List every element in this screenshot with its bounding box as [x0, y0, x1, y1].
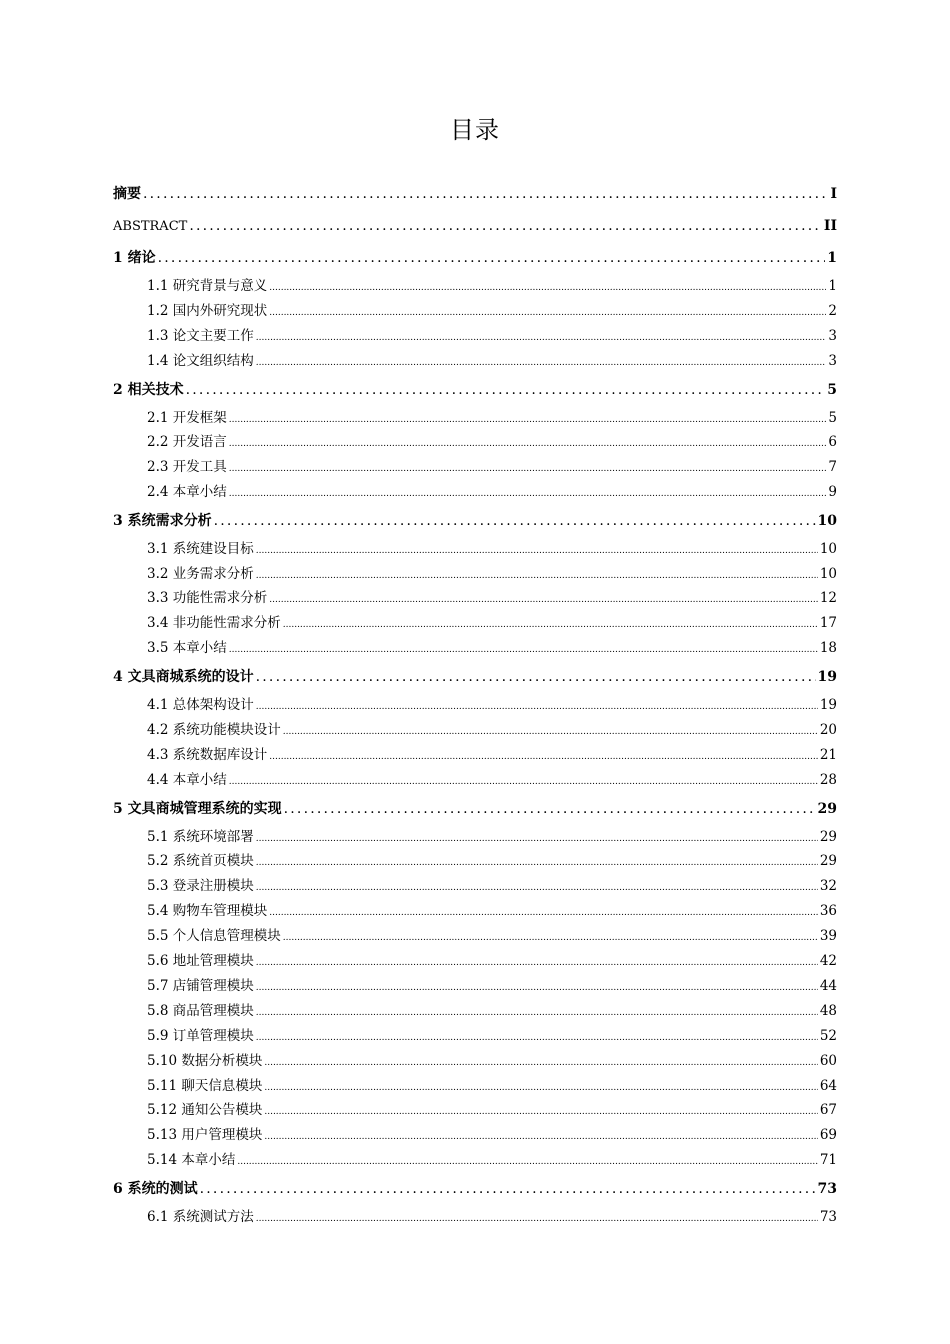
toc-entry-label: 5 文具商城管理系统的实现 — [113, 801, 282, 817]
toc-entry-page: 44 — [819, 978, 837, 994]
toc-entry-page: 10 — [817, 513, 837, 529]
toc-entry-page: 73 — [819, 1209, 837, 1225]
toc-entry-abstract-cn[interactable] — [113, 184, 837, 204]
toc-entry-page: 42 — [819, 953, 837, 969]
toc-entry-chapter-6[interactable] — [113, 1179, 837, 1199]
toc-entry-section-4-2[interactable] — [113, 720, 837, 742]
toc-entry-page: 12 — [819, 590, 837, 606]
toc-entry-label: 5.6 地址管理模块 — [147, 953, 254, 969]
toc-entry-label: 3.3 功能性需求分析 — [147, 590, 268, 606]
toc-leader-dots — [256, 541, 818, 561]
toc-leader-dots — [189, 216, 822, 236]
toc-entry-label: 1.4 论文组织结构 — [147, 353, 254, 369]
toc-leader-dots — [256, 829, 818, 849]
toc-entry-label: 5.11 聊天信息模块 — [147, 1078, 263, 1094]
toc-entry-page: 28 — [819, 772, 837, 788]
toc-entry-label: 5.4 购物车管理模块 — [147, 903, 268, 919]
toc-entry-section-5-3[interactable] — [113, 876, 837, 898]
toc-entry-page: 52 — [819, 1028, 837, 1044]
toc-entry-section-1-3[interactable] — [113, 326, 837, 348]
toc-entry-section-4-4[interactable] — [113, 770, 837, 792]
toc-leader-dots — [264, 1102, 817, 1122]
toc-entry-abstract-en[interactable] — [113, 216, 837, 237]
toc-entry-section-5-14[interactable] — [113, 1150, 837, 1172]
toc-entry-page: 6 — [828, 434, 837, 450]
toc-leader-dots — [214, 511, 816, 531]
toc-entry-label: 5.3 登录注册模块 — [147, 878, 254, 894]
toc-entry-page: 48 — [819, 1003, 837, 1019]
toc-entry-page: 29 — [817, 801, 837, 817]
toc-leader-dots — [269, 303, 826, 323]
toc-leader-dots — [200, 1179, 816, 1199]
toc-entry-page: 39 — [819, 928, 837, 944]
toc-leader-dots — [256, 1209, 818, 1229]
toc-entry-page: 36 — [819, 903, 837, 919]
toc-leader-dots — [269, 903, 818, 923]
toc-entry-label: 摘要 — [113, 186, 141, 202]
toc-entry-page: I — [830, 186, 837, 202]
toc-entry-section-5-5[interactable] — [113, 926, 837, 948]
toc-entry-page: 60 — [819, 1053, 837, 1069]
toc-entry-label: 4.3 系统数据库设计 — [147, 747, 268, 763]
toc-leader-dots — [283, 615, 818, 635]
toc-entry-section-5-4[interactable] — [113, 901, 837, 923]
toc-entry-page: 7 — [828, 459, 837, 475]
toc-entry-section-2-1[interactable] — [113, 408, 837, 430]
toc-entry-section-2-4[interactable] — [113, 482, 837, 504]
toc-entry-page: II — [823, 218, 837, 234]
toc-entry-page: 17 — [819, 615, 837, 631]
toc-leader-dots — [158, 248, 826, 268]
toc-entry-label: 5.12 通知公告模块 — [147, 1102, 263, 1118]
toc-leader-dots — [256, 697, 818, 717]
toc-leader-dots — [264, 1078, 817, 1098]
toc-leader-dots — [256, 1028, 818, 1048]
toc-leader-dots — [283, 928, 818, 948]
toc-entry-label: 2 相关技术 — [113, 382, 184, 398]
toc-entry-section-1-4[interactable] — [113, 351, 837, 373]
toc-entry-section-5-2[interactable] — [113, 851, 837, 873]
toc-entry-page: 10 — [819, 566, 837, 582]
toc-entry-page: 21 — [819, 747, 837, 763]
toc-leader-dots — [229, 772, 818, 792]
toc-entry-section-5-1[interactable] — [113, 827, 837, 849]
toc-entry-page: 9 — [828, 484, 837, 500]
toc-entry-label: ABSTRACT — [113, 219, 188, 234]
toc-entry-page: 29 — [819, 829, 837, 845]
toc-entry-label: 4.4 本章小结 — [147, 772, 227, 788]
toc-entry-section-4-1[interactable] — [113, 695, 837, 717]
toc-entry-label: 5.9 订单管理模块 — [147, 1028, 254, 1044]
toc-entry-section-1-2[interactable] — [113, 301, 837, 323]
toc-leader-dots — [256, 853, 818, 873]
toc-entry-label: 2.4 本章小结 — [147, 484, 227, 500]
toc-entry-label: 1 绪论 — [113, 250, 156, 266]
toc-leader-dots — [256, 566, 818, 586]
toc-leader-dots — [264, 1127, 817, 1147]
toc-leader-dots — [269, 590, 818, 610]
toc-leader-dots — [186, 380, 826, 400]
toc-leader-dots — [229, 410, 827, 430]
toc-entry-page: 29 — [819, 853, 837, 869]
toc-leader-dots — [229, 640, 818, 660]
toc-entry-chapter-3[interactable] — [113, 511, 837, 531]
toc-entry-section-5-10[interactable] — [113, 1051, 837, 1073]
toc-entry-label: 3 系统需求分析 — [113, 513, 212, 529]
toc-leader-dots — [264, 1053, 817, 1073]
toc-leader-dots — [256, 953, 818, 973]
toc-entry-section-2-2[interactable] — [113, 432, 837, 454]
toc-entry-page: 3 — [828, 328, 837, 344]
toc-leader-dots — [237, 1152, 817, 1172]
toc-entry-section-2-3[interactable] — [113, 457, 837, 479]
toc-entry-page: 19 — [817, 669, 837, 685]
toc-entry-page: 73 — [817, 1181, 837, 1197]
toc-entry-page: 10 — [819, 541, 837, 557]
toc-leader-dots — [256, 978, 818, 998]
toc-leader-dots — [256, 1003, 818, 1023]
toc-entry-page: 32 — [819, 878, 837, 894]
toc-leader-dots — [269, 747, 818, 767]
toc-entry-section-5-7[interactable] — [113, 976, 837, 998]
toc-leader-dots — [256, 878, 818, 898]
toc-entry-page: 19 — [819, 697, 837, 713]
toc-entry-label: 5.13 用户管理模块 — [147, 1127, 263, 1143]
toc-entry-page: 18 — [819, 640, 837, 656]
toc-entry-section-3-5[interactable] — [113, 638, 837, 660]
toc-entry-chapter-1[interactable] — [113, 248, 837, 268]
toc-entry-page: 64 — [819, 1078, 837, 1094]
toc-entry-label: 2.3 开发工具 — [147, 459, 227, 475]
toc-leader-dots — [229, 484, 827, 504]
toc-entry-page: 2 — [828, 303, 837, 319]
toc-entry-section-1-1[interactable] — [113, 276, 837, 298]
toc-entry-label: 1.1 研究背景与意义 — [147, 278, 268, 294]
toc-entry-section-5-12[interactable] — [113, 1100, 837, 1122]
toc-entry-section-3-2[interactable] — [113, 564, 837, 586]
toc-entry-label: 4.2 系统功能模块设计 — [147, 722, 281, 738]
toc-entry-chapter-2[interactable] — [113, 380, 837, 400]
toc-entry-page: 1 — [828, 278, 837, 294]
toc-entry-page: 5 — [827, 382, 837, 398]
page-title: 目录 — [450, 116, 500, 144]
table-of-contents — [113, 0, 837, 1344]
toc-entry-page: 1 — [827, 250, 837, 266]
toc-entry-label: 5.7 店铺管理模块 — [147, 978, 254, 994]
toc-entry-section-3-1[interactable] — [113, 539, 837, 561]
toc-entry-label: 2.2 开发语言 — [147, 434, 227, 450]
toc-entry-section-3-3[interactable] — [113, 588, 837, 610]
toc-entry-section-5-6[interactable] — [113, 951, 837, 973]
toc-entry-label: 5.10 数据分析模块 — [147, 1053, 263, 1069]
toc-leader-dots — [256, 667, 816, 687]
toc-entry-label: 3.5 本章小结 — [147, 640, 227, 656]
toc-entry-label: 3.1 系统建设目标 — [147, 541, 254, 557]
toc-entry-page: 3 — [828, 353, 837, 369]
toc-entry-section-4-3[interactable] — [113, 745, 837, 767]
toc-entry-label: 5.14 本章小结 — [147, 1152, 236, 1168]
toc-leader-dots — [143, 184, 828, 204]
toc-entry-label: 5.2 系统首页模块 — [147, 853, 254, 869]
toc-entry-section-5-9[interactable] — [113, 1026, 837, 1048]
toc-leader-dots — [256, 328, 827, 348]
toc-entry-label: 3.2 业务需求分析 — [147, 566, 254, 582]
toc-entry-page: 71 — [819, 1152, 837, 1168]
toc-entry-section-5-13[interactable] — [113, 1125, 837, 1147]
toc-entry-label: 5.8 商品管理模块 — [147, 1003, 254, 1019]
toc-entry-section-6-1[interactable] — [113, 1207, 837, 1229]
toc-entry-label: 4 文具商城系统的设计 — [113, 669, 254, 685]
toc-entry-label: 6.1 系统测试方法 — [147, 1209, 254, 1225]
toc-entry-label: 6 系统的测试 — [113, 1181, 198, 1197]
toc-entry-page: 69 — [819, 1127, 837, 1143]
toc-entry-section-5-8[interactable] — [113, 1001, 837, 1023]
toc-entry-chapter-5[interactable] — [113, 799, 837, 819]
toc-leader-dots — [284, 799, 816, 819]
toc-entry-section-3-4[interactable] — [113, 613, 837, 635]
toc-entry-page: 5 — [828, 410, 837, 426]
toc-leader-dots — [229, 434, 827, 454]
toc-entry-section-5-11[interactable] — [113, 1076, 837, 1098]
toc-entry-label: 5.5 个人信息管理模块 — [147, 928, 281, 944]
toc-leader-dots — [229, 459, 827, 479]
toc-entry-label: 1.3 论文主要工作 — [147, 328, 254, 344]
toc-entry-label: 4.1 总体架构设计 — [147, 697, 254, 713]
toc-leader-dots — [269, 278, 826, 298]
toc-entry-label: 3.4 非功能性需求分析 — [147, 615, 281, 631]
toc-entry-label: 1.2 国内外研究现状 — [147, 303, 268, 319]
toc-entry-label: 2.1 开发框架 — [147, 410, 227, 426]
toc-entry-label: 5.1 系统环境部署 — [147, 829, 254, 845]
toc-entry-page: 20 — [819, 722, 837, 738]
toc-entry-page: 67 — [819, 1102, 837, 1118]
toc-leader-dots — [256, 353, 827, 373]
toc-leader-dots — [283, 722, 818, 742]
toc-entry-chapter-4[interactable] — [113, 667, 837, 687]
